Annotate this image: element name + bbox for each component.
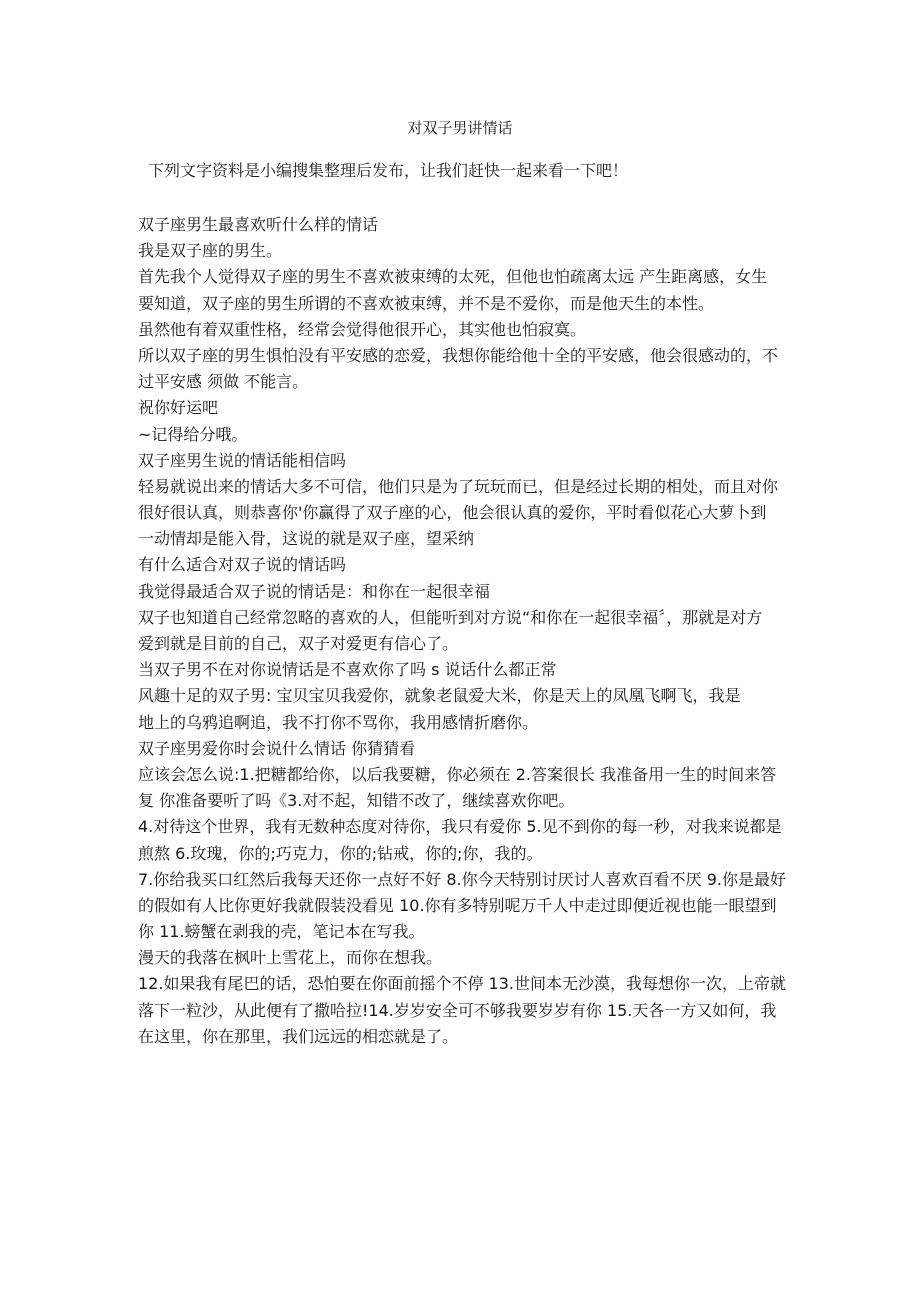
text-line: 应该会怎么说:1.把糖都给你，以后我要糖，你必须在 2.答案很长 我准备用一生的时间来答 (138, 764, 777, 784)
document-body (138, 212, 788, 1050)
document-title: 对双子男讲情话 (407, 119, 513, 137)
text-line: 当双子男不在对你说情话是不喜欢你了吗 s 说话什么都正常 (138, 660, 557, 680)
text-line: 虽然他有着双重性格，经常会觉得他很开心，其实他也怕寂寞。 (138, 319, 587, 339)
intro-text: 下列文字资料是小编搜集整理后发布，让我们赶快一起来看一下吧！ (148, 161, 629, 180)
text-line: 所以双子座的男生惧怕没有平安感的恋爱，我想你能给他十全的平安感，他会很感动的，不 (138, 345, 779, 365)
text-line: ~记得给分哦。 (138, 424, 248, 444)
text-line: 有什么适合对双子说的情话吗 (138, 555, 347, 575)
text-line: 在这里，你在那里，我们远远的相恋就是了。 (138, 1026, 459, 1046)
text-line: 4.对待这个世界，我有无数种态度对待你，我只有爱你 5.见不到你的每一秒，对我来说都是 (138, 817, 782, 837)
text-line: 风趣十足的双子男: 宝贝宝贝我爱你，就象老鼠爱大米，你是天上的凤凰飞啊飞，我是 (138, 686, 741, 706)
text-line: 双子座男生说的情话能相信吗 (138, 450, 347, 470)
text-line: 12.如果我有尾巴的话，恐怕要在你面前摇个不停 13.世间本无沙漠，我每想你一次，上帝就 (138, 974, 786, 994)
text-line: 的假如有人比你更好我就假装没看见 10.你有多特别呢万千人中走过即便近视也能一眼望到 (138, 895, 777, 915)
text-line: 很好很认真，则恭喜你'你赢得了双子座的心，他会很认真的爱你，平时看似花心大萝卜到 (138, 503, 767, 523)
text-line: 双子座男爱你时会说什么情话 你猜猜看 (138, 738, 416, 758)
text-line: 漫天的我落在枫叶上雪花上，而你在想我。 (138, 948, 443, 968)
text-line: 双子座男生最喜欢听什么样的情话 (138, 215, 379, 234)
text-line: 7.你给我买口红然后我每天还你一点好不好 8.你今天特别讨厌讨人喜欢百看不厌 9.你是最好 (138, 869, 786, 889)
text-line: 地上的乌鸦追啊追，我不打你不骂你，我用感情折磨你。 (138, 712, 539, 732)
text-line: 祝你好运吧 (138, 398, 219, 418)
text-line: 你 11.螃蟹在剥我的壳，笔记本在写我。 (138, 922, 425, 942)
text-line: 要知道，双子座的男生所谓的不喜欢被束缚，并不是不爱你，而是他天生的本性。 (138, 293, 715, 313)
text-line: 首先我个人觉得双子座的男生不喜欢被束缚的太死，但他也怕疏离太远 产生距离感，女生 (138, 267, 768, 287)
text-line: 我觉得最适合双子说的情话是：和你在一起很幸福 (138, 581, 491, 601)
text-line: 一动情却是能入骨，这说的就是双子座，望采纳 (138, 529, 475, 549)
text-line: 煎熬 6.玫瑰，你的;巧克力，你的;钻戒，你的;你，我的。 (138, 843, 543, 863)
text-line: 双子也知道自己经常忽略的喜欢的人，但能听到对方说“和你在一起很幸福〞，那就是对方 (138, 607, 763, 627)
text-line: 我是双子座的男生。 (138, 241, 283, 261)
text-line: 落下一粒沙，从此便有了撒哈拉!14.岁岁安全可不够我要岁岁有你 15.天各一方又如何，我 (138, 1000, 777, 1020)
text-line: 复 你准备要听了吗《3.对不起，知错不改了，继续喜欢你吧。 (138, 791, 575, 811)
text-line: 爱到就是目前的自己，双子对爱更有信心了。 (138, 634, 459, 653)
text-line: 过平安感 须做 不能言。 (138, 372, 309, 392)
text-line: 轻易就说出来的情话大多不可信，他们只是为了玩玩而已，但是经过长期的相处，而且对你 (138, 476, 779, 496)
